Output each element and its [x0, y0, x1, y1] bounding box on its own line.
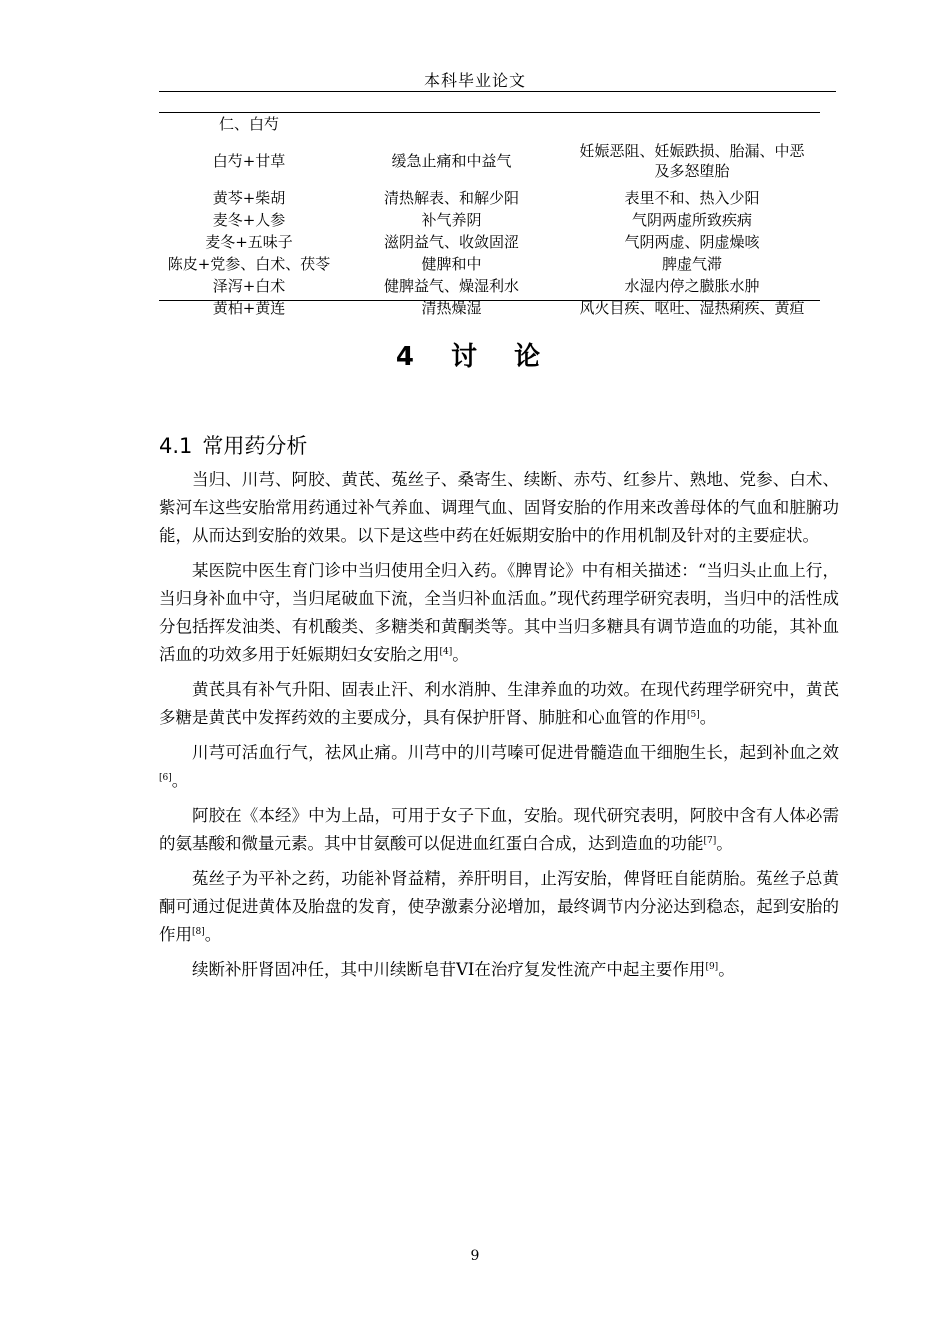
paragraph-text: 黄芪具有补气升阳、固表止汗、利水消肿、生津养血的功效。在现代药理学研究中，黄芪多糖是黄芪中发挥药效的主要成分，具有保护肝肾、肺脏和心血管的作用: [159, 680, 839, 727]
paragraph: [159, 557, 839, 669]
table-cell: 气阴两虚所致疾病: [631, 211, 752, 229]
table-bottom-rule: [159, 300, 820, 301]
paragraph-text: 阿胶在《本经》中为上品，可用于女子下血，安胎。现代研究表明，阿胶中含有人体必需的氨基酸和微量元素。其中甘氨酸可以促进血红蛋白合成，达到造血的功能: [159, 806, 839, 853]
table-cell: 陈皮+党参、白术、茯苓: [167, 255, 331, 273]
section-heading: [159, 430, 307, 460]
table-row: [159, 135, 820, 187]
table-cell: 缓急止痛和中益气: [391, 152, 512, 170]
table-cell: 麦冬+五味子: [205, 233, 293, 251]
citation-ref: [7]: [703, 836, 717, 846]
paragraph-text: 某医院中医生育门诊中当归使用全归入药。《脾胃论》中有相关描述：“当归头止血上行， 当归身补血中守，当归尾破血下流，全当归补血活血。”现代药理学研究表明，当归中的活性成分包括挥发油类、有机酸类、多糖类和黄酮类等。其中当归多糖具有调节造血的功能，其补血活血的功效多用于妊娠期妇女安胎之用: [159, 561, 839, 664]
table-cell: 滋阴益气、收敛固涩: [383, 233, 519, 251]
paragraph: [159, 802, 839, 858]
citation-ref: [4]: [439, 647, 453, 657]
citation-ref: [6]: [159, 773, 172, 783]
table-cell: 黄芩+柴胡: [212, 189, 286, 207]
table-cell: 泽泻+白术: [212, 277, 286, 295]
table-cell: 黄柏+黄连: [212, 299, 286, 317]
paragraph-text: 续断补肝肾固冲任，其中川续断皂苷VI在治疗复发性流产中起主要作用: [192, 960, 706, 979]
paragraph-tail: 。: [204, 925, 222, 944]
table-cell: 麦冬+人参: [212, 211, 286, 229]
paragraph-text: 川芎可活血行气，祛风止痛。川芎中的川芎嗪可促进骨髓造血干细胞生长，起到补血之效: [192, 743, 839, 762]
table-cell: 补气养阴: [421, 211, 482, 229]
table-cell: 气阴两虚、阴虚燥咳: [624, 233, 760, 251]
body-text: [159, 466, 839, 991]
table-cell: 清热燥湿: [421, 299, 482, 317]
paragraph-tail: 。: [699, 708, 717, 727]
table-row: [159, 275, 820, 297]
herb-pair-table: [159, 113, 820, 319]
table-row: [159, 187, 820, 209]
table-cell: [339, 113, 564, 135]
table-cell: 妊娠恶阻、妊娠跌损、胎漏、中恶 及多怒堕胎: [579, 142, 805, 180]
table-cell: 健脾益气、燥湿利水: [383, 277, 519, 295]
table-cell: 仁、白芍: [218, 115, 279, 133]
header-rule: [159, 91, 836, 92]
table-cell: 健脾和中: [421, 255, 482, 273]
section-title-text: 常用药分析: [202, 434, 308, 458]
chapter-title: 4 讨 论: [395, 342, 555, 372]
citation-ref: [5]: [687, 710, 700, 720]
paragraph: [159, 466, 839, 550]
table-row: [159, 253, 820, 275]
table-cell: 清热解表、和解少阳: [383, 189, 519, 207]
paragraph: [159, 865, 839, 949]
table-cell: 水湿内停之臌胀水肿: [624, 277, 760, 295]
table-row: [159, 113, 820, 135]
paragraph-tail: 。: [716, 834, 733, 853]
paragraph-text: 菟丝子为平补之药，功能补肾益精，养肝明目，止泻安胎，俾肾旺自能荫胎。菟丝子总黄酮可通过促进黄体及胎盘的发育，使孕激素分泌增加，最终调节内分泌达到稳态，起到安胎的作用: [159, 869, 839, 944]
table-cell: 风火目疾、呕吐、湿热痢疾、黄疸: [579, 299, 805, 317]
paragraph: [159, 676, 839, 732]
table-row: [159, 209, 820, 231]
paragraph-tail: 。: [452, 645, 469, 664]
table-cell: 白芍+甘草: [212, 152, 286, 170]
table-cell: 表里不和、热入少阳: [624, 189, 760, 207]
section-number: 4.1: [159, 434, 193, 458]
paragraph-tail: 。: [718, 960, 735, 979]
running-header-title: 本科毕业论文: [423, 71, 526, 90]
paragraph-text: 当归、川芎、阿胶、黄芪、菟丝子、桑寄生、续断、赤芍、红参片、熟地、党参、白术、紫河车这些安胎常用药通过补气养血、调理气血、固肾安胎的作用来改善母体的气血和脏腑功能，从而达到安胎的效果。以下是这些中药在妊娠期安胎中的作用机制及针对的主要症状。: [159, 470, 839, 545]
paragraph: [159, 739, 839, 795]
paragraph: [159, 956, 839, 984]
paragraph-tail: 。: [171, 771, 189, 790]
citation-ref: [8]: [192, 927, 205, 937]
citation-ref: [9]: [705, 962, 719, 972]
table-cell: [564, 113, 820, 135]
page-number: 9: [470, 1248, 480, 1264]
table-row: [159, 231, 820, 253]
table-cell: 脾虚气滞: [661, 255, 722, 273]
